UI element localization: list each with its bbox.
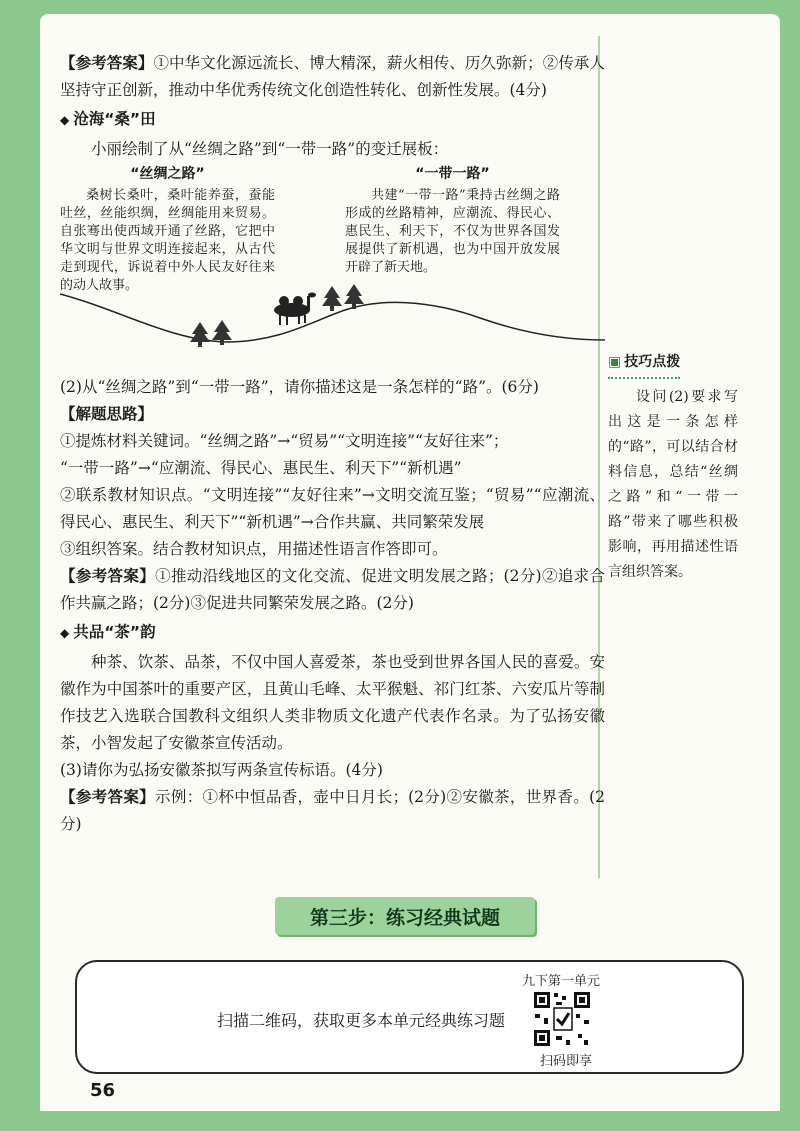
landscape-illustration [60,270,605,370]
answer-text: ①推动沿线地区的文化交流、促进文明发展之路；(2分)②追求合作共赢之路；(2分)③促进共同繁荣发展之路。(2分) [60,567,605,612]
diamond-icon: ◆ [60,626,70,640]
silk-road-figure [60,165,605,370]
q1-answer [60,50,605,104]
thinking-line: “一带一路”→“应潮流、得民心、惠民生、利天下”“新机遇” [60,459,462,477]
tree-icon [190,320,232,347]
answer-tag: 【参考答案】 [60,567,156,585]
step-banner: 第三步：练习经典试题 [275,897,535,935]
q2-answer [60,563,605,617]
panel-title: “丝绸之路” [130,166,205,182]
tips-sidebar [608,350,738,585]
thinking-tag: 【解题思路】 [60,405,154,423]
qr-code-icon[interactable] [532,990,592,1048]
answer-text: 示例：①杯中恒品香，壶中日月长；(2分)②安徽茶，世界香。(2分) [60,788,605,833]
book-icon: ▣ [608,354,622,370]
section-title: 沧海“桑”田 [73,110,156,128]
qr-scan-label: 扫码即享 [540,1054,593,1069]
camel-icon [274,293,316,326]
qr-promo-box [75,960,744,1074]
panel-title: “一带一路” [415,166,490,182]
tips-text: 设问(2)要求写出这是一条怎样的“路”，可以结合材料信息，总结“丝绸之路”和“一带一路”带来了哪些积极影响，再用描述性语言组织答案。 [608,389,738,580]
q3-question: (3)请你为弘扬安徽茶拟写两条宣传标语。(4分) [60,761,383,779]
section-heading [60,619,605,647]
q3-answer [60,784,605,838]
diamond-icon: ◆ [60,113,70,127]
section-paragraph: 种茶、饮茶、品茶，不仅中国人喜爱茶，茶也受到世界各国人民的喜爱。安徽作为中国茶叶的重要产区，且黄山毛峰、太平猴魁、祁门红茶、六安瓜片等制作技艺入选联合国教科文组织人类非物质文化遗产代表作名录。为了弘扬安徽茶，小智发起了安徽茶宣传活动。 [60,653,605,752]
answer-text: ①中华文化源远流长、博大精深，薪火相传、历久弥新；②传承人坚持守正创新，推动中华优秀传统文化创造性转化、创新性发展。(4分) [60,54,605,99]
panel-text: 桑树长桑叶，桑叶能养蚕，蚕能吐丝，丝能织绸，丝绸能用来贸易。自张骞出使西域开通了丝路，它把中华文明与世界文明连接起来，从古代走到现代，诉说着中外人民友好往来的动人故事。 [60,188,275,293]
main-column [60,50,605,838]
panel-text: 共建“一带一路”秉持古丝绸之路形成的丝路精神，应潮流、得民心、惠民生、利天下，不仅为世界各国发展提供了新机遇，也为中国开放发展开辟了新天地。 [345,188,560,275]
belt-road-panel [345,165,560,277]
thinking-line: ②联系教材知识点。“文明连接”“友好往来”→文明交流互鉴；“贸易”“应潮流、得民心、惠民生、利天下”“新机遇”→合作共赢、共同繁荣发展 [60,486,605,531]
page-number: 56 [90,1080,116,1101]
qr-unit-label: 九下第一单元 [522,974,601,989]
qr-promo-text: 扫描二维码，获取更多本单元经典练习题 [217,1011,506,1030]
tips-title-text: 技巧点拨 [624,354,681,370]
answer-tag: 【参考答案】 [60,54,154,72]
section-heading [60,106,605,134]
thinking-line: ③组织答案。结合教材知识点，用描述性语言作答即可。 [60,540,448,558]
thinking-line: ①提炼材料关键词。“丝绸之路”→“贸易”“文明连接”“友好往来”； [60,432,509,450]
q2-question: (2)从“丝绸之路”到“一带一路”，请你描述这是一条怎样的“路”。(6分) [60,378,539,396]
tips-title [608,350,680,379]
answer-tag: 【参考答案】 [60,788,156,806]
section-intro: 小丽绘制了从“丝绸之路”到“一带一路”的变迁展板： [91,140,449,158]
section-title: 共品“茶”韵 [73,623,156,641]
